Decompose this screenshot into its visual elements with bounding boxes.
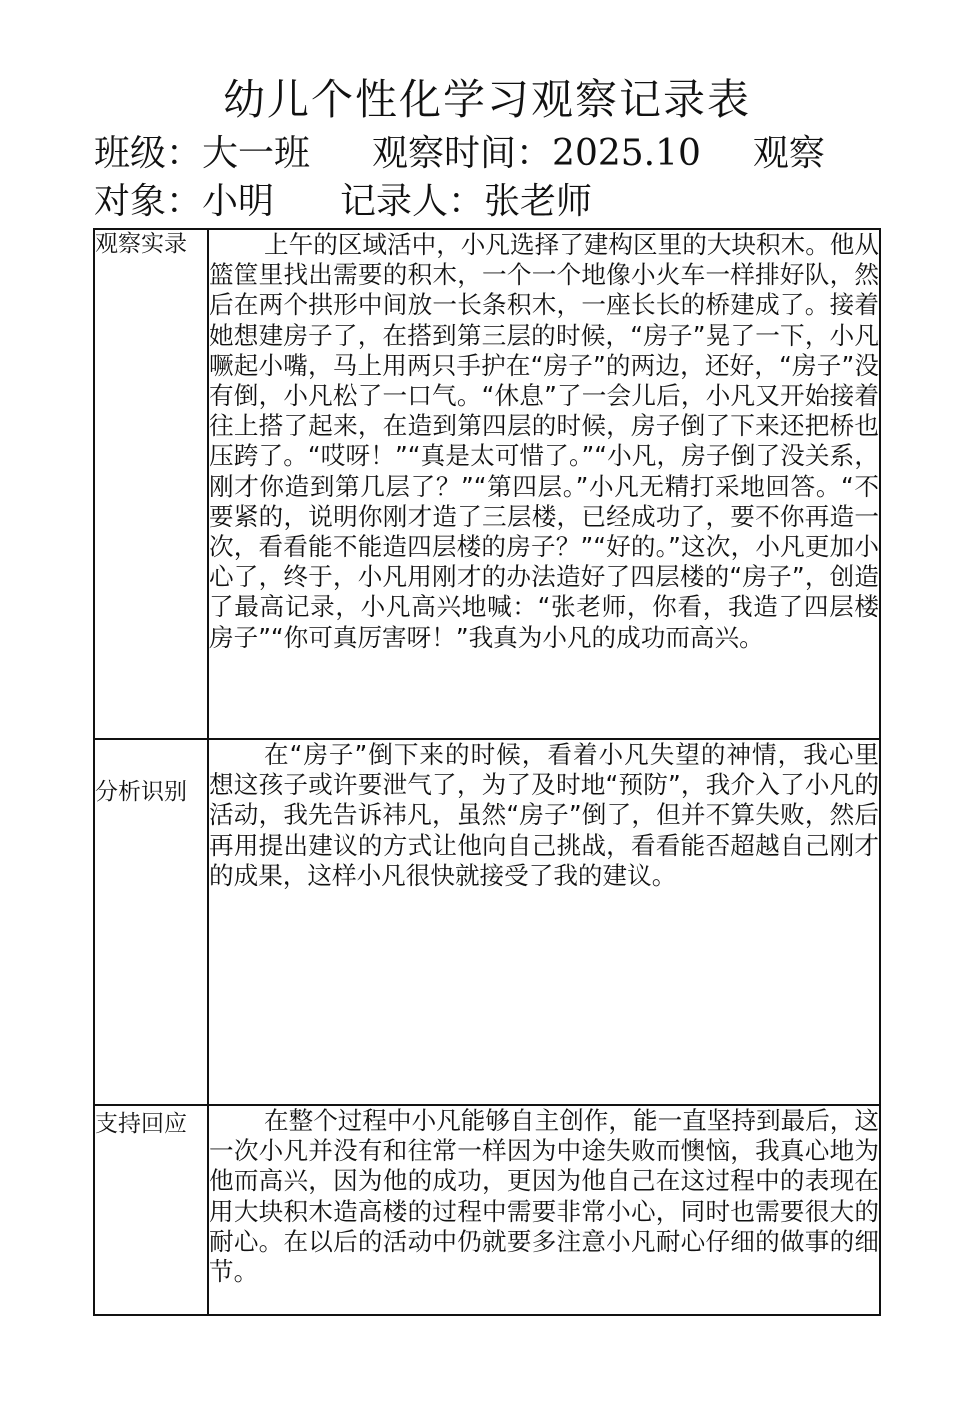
- meta-line-2: [94, 178, 894, 226]
- recorder-label: 记录人：: [340, 181, 485, 222]
- recorder-value: 张老师: [484, 181, 593, 222]
- record-table: [93, 228, 881, 1316]
- observation-time-value: 2025.10: [552, 133, 701, 174]
- row-content-observation: 上午的区域活中，小凡选择了建构区里的大块积木。他从篮筐里找出需要的积木，一个一个地像小火车一样排好队，然后在两个拱形中间放一长条积木，一座长长的桥建成了。接着她想建房子了，在搭到第三层的时候，“房子”晃了一下，小凡噘起小嘴，马上用两只手护在“房子”的两边，还好，“房子”没有倒，小凡松了一口气。“休息”了一会儿后，小凡又开始接着往上搭了起来，在造到第四层的时候，房子倒了下来还把桥也压跨了。“哎呀！”“真是太可惜了。”“小凡，房子倒了没关系，刚才你造到第几层了？”“第四层。”小凡无精打采地回答。“不要紧的，说明你刚才造了三层楼，已经成功了，要不你再造一次，看看能不能造四层楼的房子？”“好的。”这次，小凡更加小心了，终于，小凡用刚才的办法造好了四层楼的“房子”，创造了最高记录，小凡高兴地喊：“张老师，你看，我造了四层楼房子”“你可真厉害呀！”我真为小凡的成功而高兴。: [208, 229, 880, 739]
- meta-line-1: [94, 130, 894, 178]
- class-value: 大一班: [202, 133, 311, 174]
- class-label: 班级：: [94, 133, 203, 174]
- row-label-observation: 观察实录: [94, 229, 208, 739]
- row-label-support: 支持回应: [94, 1105, 208, 1315]
- table-row: [94, 739, 880, 1105]
- observation-time-label: 观察时间：: [372, 133, 553, 174]
- subject-label-part1: 观察: [752, 133, 825, 174]
- subject-value: 小明: [202, 181, 275, 222]
- row-content-support: 在整个过程中小凡能够自主创作，能一直坚持到最后，这一次小凡并没有和往常一样因为中途失败而懊恼，我真心地为他而高兴，因为他的成功，更因为他自己在这过程中的表现在用大块积木造高楼的过程中需要非常小心，同时也需要很大的耐心。在以后的活动中仍就要多注意小凡耐心仔细的做事的细节。: [208, 1105, 880, 1315]
- row-label-analysis: 分析识别: [94, 739, 208, 1105]
- page-title: 幼儿个性化学习观察记录表: [222, 75, 751, 124]
- table-row: [94, 1105, 880, 1315]
- row-content-analysis: 在“房子”倒下来的时候，看着小凡失望的神情，我心里想这孩子或许要泄气了，为了及时地“预防”，我介入了小凡的活动，我先告诉祎凡，虽然“房子”倒了，但并不算失败，然后再用提出建议的方式让他向自己挑战，看看能否超越自己刚才的成果，这样小凡很快就接受了我的建议。: [208, 739, 880, 1105]
- table-row: [94, 229, 880, 739]
- subject-label-part2: 对象：: [94, 181, 203, 222]
